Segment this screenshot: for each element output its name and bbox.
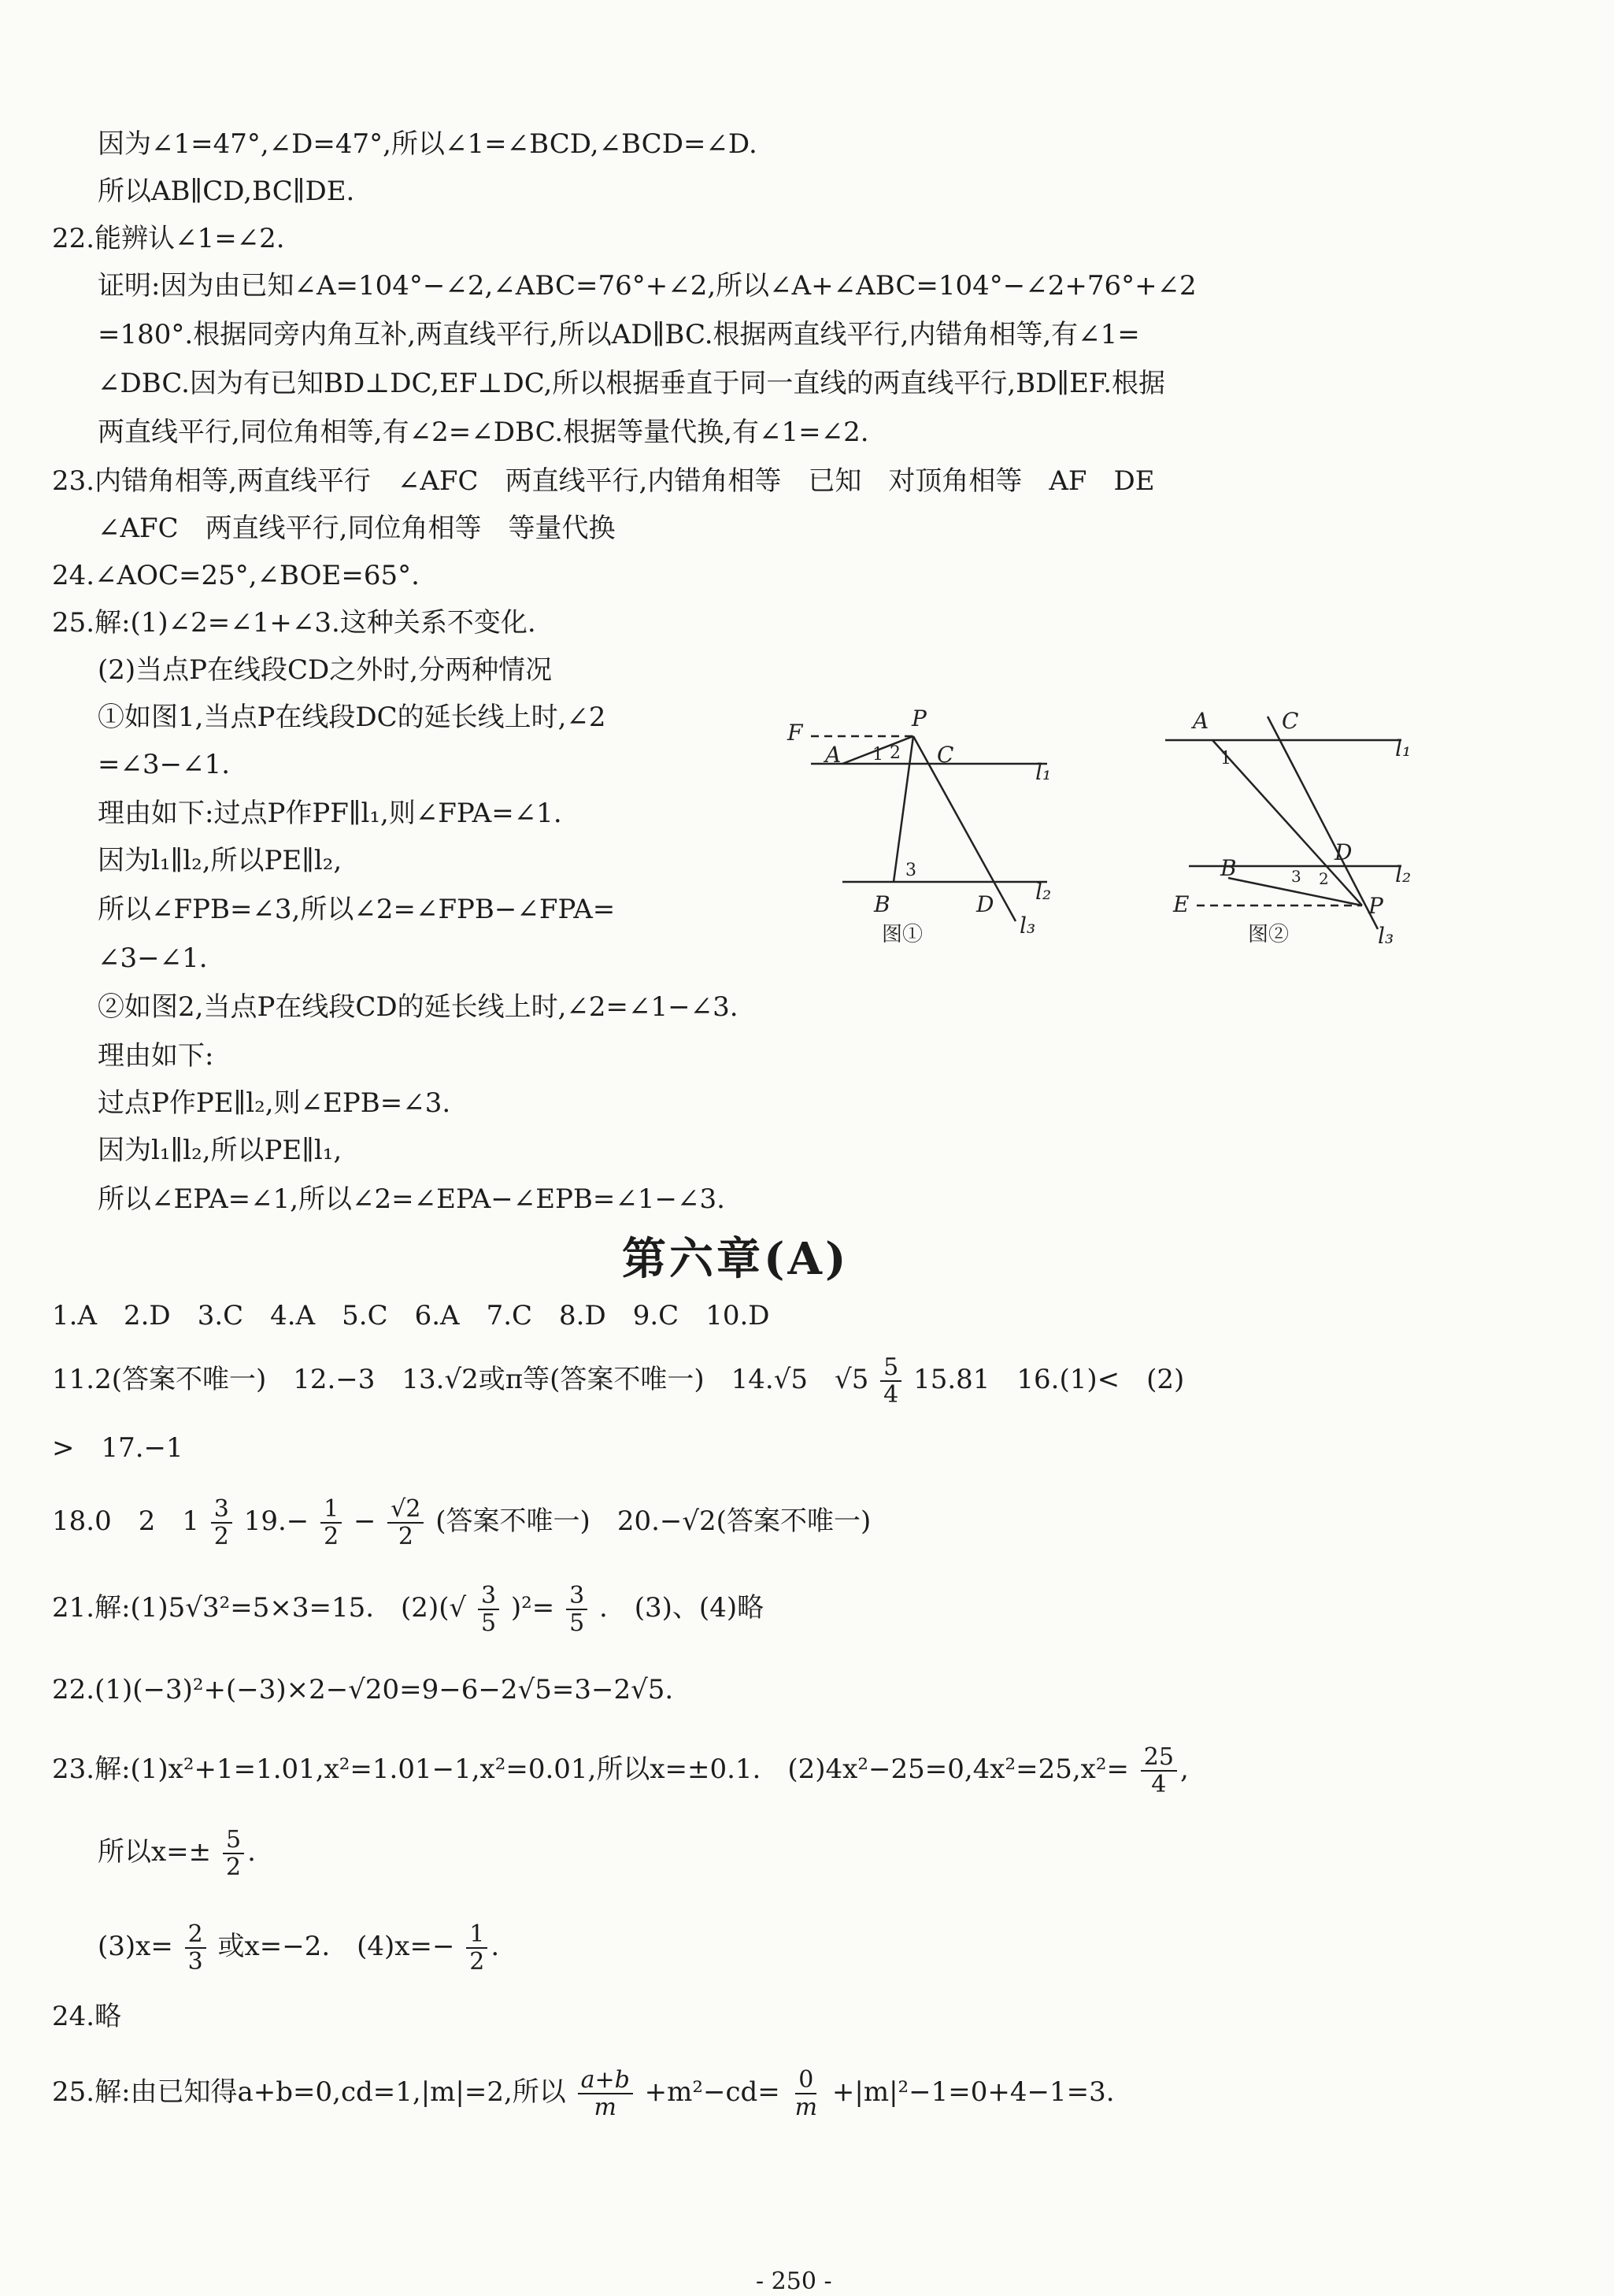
text-line: 23.内错角相等,两直线平行 ∠AFC 两直线平行,内错角相等 已知 对顶角相等 AF DE bbox=[52, 465, 1155, 497]
fraction bbox=[792, 2067, 820, 2120]
text-line: 25.解:(1)∠2=∠1+∠3.这种关系不变化. bbox=[52, 607, 536, 639]
answer-text: 15.81 16.(1)< (2) bbox=[913, 1364, 1185, 1395]
denominator: m bbox=[594, 2094, 616, 2121]
answer-text: 所以x=± bbox=[98, 1836, 212, 1868]
text-line: 因为l₁∥l₂,所以PE∥l₁, bbox=[98, 1135, 342, 1166]
figure-2-caption: 图② bbox=[1248, 923, 1290, 946]
denominator: 5 bbox=[480, 1609, 497, 1637]
numerator: 5 bbox=[223, 1827, 244, 1854]
fig2-label: l₂ bbox=[1395, 861, 1412, 887]
denominator: 5 bbox=[569, 1609, 585, 1637]
fig1-label: F bbox=[787, 720, 803, 746]
fraction bbox=[466, 1921, 487, 1975]
numerator: 3 bbox=[478, 1583, 499, 1610]
text-line: ①如图1,当点P在线段DC的延长线上时,∠2 bbox=[98, 702, 606, 733]
fig2-label: l₁ bbox=[1395, 735, 1412, 761]
figure-2 bbox=[1142, 693, 1441, 960]
fig2-label: l₃ bbox=[1378, 923, 1394, 949]
denominator: 2 bbox=[398, 1523, 413, 1550]
text-line: =180°.根据同旁内角互补,两直线平行,所以AD∥BC.根据两直线平行,内错角相等,有∠1= bbox=[98, 319, 1140, 350]
fig1-label: 3 bbox=[905, 861, 916, 880]
fig1-label: P bbox=[912, 705, 927, 731]
text-line: 过点P作PE∥l₂,则∠EPB=∠3. bbox=[98, 1087, 451, 1119]
fig2-label: 1 bbox=[1220, 749, 1231, 768]
text-line: 所以∠FPB=∠3,所以∠2=∠FPB−∠FPA= bbox=[98, 894, 616, 925]
answer-line bbox=[52, 1583, 764, 1636]
fig2-label: A bbox=[1193, 708, 1209, 734]
answer-text: 25.解:由已知得a+b=0,cd=1,|m|=2,所以 bbox=[52, 2076, 566, 2108]
numerator: 0 bbox=[795, 2067, 816, 2094]
answer-text: 或x=−2. (4)x=− bbox=[217, 1931, 455, 1962]
chapter-title: 第六章(A) bbox=[622, 1233, 850, 1285]
answer-line: 23.解:(1)x²+1=1.01,x²=1.01−1,x²=0.01,所以x=±0.1. (2)4x²−25=0,4x²=25,x²= $\frac{25}{4}$ , bbox=[52, 1743, 1189, 1798]
fraction bbox=[1141, 1744, 1177, 1798]
answer-line bbox=[52, 1496, 871, 1550]
figure-1-caption: 图① bbox=[882, 923, 924, 946]
fraction bbox=[478, 1583, 499, 1636]
fig2-label: D bbox=[1335, 839, 1353, 865]
fig2-label: C bbox=[1282, 708, 1299, 734]
text-line: =∠3−∠1. bbox=[98, 749, 231, 780]
denominator: 4 bbox=[1151, 1771, 1167, 1798]
text-line: ∠3−∠1. bbox=[98, 942, 208, 974]
answer-line: > 17.−1 bbox=[52, 1432, 183, 1464]
answer-text: − bbox=[353, 1505, 376, 1537]
fig1-label: D bbox=[976, 891, 994, 917]
text-line: 所以AB∥CD,BC∥DE. bbox=[98, 176, 355, 207]
numerator: 5 bbox=[880, 1354, 901, 1382]
text-line: 证明:因为由已知∠A=104°−∠2,∠ABC=76°+∠2,所以∠A+∠ABC=104°−∠2+76°+∠2 bbox=[98, 270, 1197, 302]
text-line: ∠DBC.因为有已知BD⊥DC,EF⊥DC,所以根据垂直于同一直线的两直线平行,BD∥EF.根据 bbox=[98, 368, 1165, 399]
numerator: 2 bbox=[185, 1921, 206, 1949]
fig1-label: C bbox=[937, 742, 954, 768]
answer-text: 21.解:(1)5√3²=5×3=15. (2)(√ bbox=[52, 1592, 467, 1624]
text-line: 理由如下:过点P作PF∥l₁,则∠FPA=∠1. bbox=[98, 798, 562, 829]
fig2-label: P bbox=[1368, 893, 1383, 919]
numerator: 25 bbox=[1141, 1744, 1177, 1772]
denominator: 2 bbox=[213, 1523, 229, 1550]
denominator: 2 bbox=[469, 1948, 485, 1976]
text-line: ∠AFC 两直线平行,同位角相等 等量代换 bbox=[98, 513, 616, 544]
answer-text: 19.− bbox=[243, 1505, 309, 1537]
fraction bbox=[320, 1496, 342, 1550]
fraction bbox=[566, 1583, 587, 1636]
fig1-label: 2 bbox=[890, 743, 901, 763]
numerator: 1 bbox=[320, 1496, 342, 1524]
answer-text: )²= bbox=[510, 1592, 555, 1624]
numerator: 3 bbox=[211, 1496, 232, 1524]
answer-line bbox=[52, 2067, 1115, 2120]
fraction bbox=[185, 1921, 206, 1975]
fraction bbox=[880, 1354, 901, 1408]
answer-text: +m²−cd= bbox=[644, 2076, 780, 2108]
page-number: - 250 - bbox=[756, 2268, 832, 2295]
numerator: a+b bbox=[578, 2067, 633, 2094]
text-line: ②如图2,当点P在线段CD的延长线上时,∠2=∠1−∠3. bbox=[98, 991, 739, 1023]
figure-1 bbox=[779, 693, 1079, 960]
answer-line: 所以x=± $\frac{5}{2}$ . bbox=[98, 1826, 256, 1881]
answer-text: . (3)、(4)略 bbox=[598, 1592, 764, 1624]
fig1-label: l₁ bbox=[1035, 759, 1052, 785]
denominator: 2 bbox=[225, 1853, 242, 1881]
figure-2-diagram bbox=[1142, 693, 1441, 953]
numerator: √2 bbox=[387, 1496, 424, 1524]
fig2-label: 3 bbox=[1291, 867, 1301, 886]
denominator: 2 bbox=[324, 1523, 339, 1550]
answer-line: (3)x= $\frac{2}{3}$ 或x=−2. (4)x=− $\frac{1}{2}$ . bbox=[98, 1920, 500, 1976]
fig1-label: A bbox=[825, 742, 842, 768]
fig1-label: l₃ bbox=[1020, 913, 1036, 939]
fraction bbox=[211, 1496, 232, 1550]
text-line: 22.能辨认∠1=∠2. bbox=[52, 223, 285, 254]
text-line: 两直线平行,同位角相等,有∠2=∠DBC.根据等量代换,有∠1=∠2. bbox=[98, 417, 869, 448]
answer-line bbox=[52, 1354, 1184, 1408]
numerator: 3 bbox=[566, 1583, 587, 1610]
fig1-label: l₂ bbox=[1035, 879, 1052, 905]
answer-line: 24.略 bbox=[52, 2001, 122, 2032]
text-line: 所以∠EPA=∠1,所以∠2=∠EPA−∠EPB=∠1−∠3. bbox=[98, 1183, 725, 1215]
figure-1-diagram bbox=[779, 693, 1079, 953]
fig2-label: 2 bbox=[1319, 869, 1329, 888]
answer-text: (答案不唯一) 20.−√2(答案不唯一) bbox=[435, 1505, 872, 1537]
fraction bbox=[387, 1496, 424, 1550]
denominator: 3 bbox=[187, 1948, 203, 1976]
fig2-label: E bbox=[1173, 891, 1190, 917]
fig1-label: 1 bbox=[872, 745, 883, 765]
text-line: 24.∠AOC=25°,∠BOE=65°. bbox=[52, 560, 420, 591]
fig2-label: B bbox=[1220, 855, 1237, 881]
answer-text: 23.解:(1)x²+1=1.01,x²=1.01−1,x²=0.01,所以x=±0.1. (2)4x²−25=0,4x²=25,x²= bbox=[52, 1753, 1129, 1785]
fraction bbox=[578, 2067, 633, 2120]
numerator: 1 bbox=[466, 1921, 487, 1949]
fig1-label: B bbox=[874, 891, 890, 917]
answer-text: 18.0 2 1 bbox=[52, 1505, 199, 1537]
answer-text: 11.2(答案不唯一) 12.−3 13.√2或π等(答案不唯一) 14.√5 √5 bbox=[52, 1364, 869, 1395]
answer-line: 22.(1)(−3)²+(−3)×2−√20=9−6−2√5=3−2√5. bbox=[52, 1674, 674, 1705]
answer-line: 1.A 2.D 3.C 4.A 5.C 6.A 7.C 8.D 9.C 10.D bbox=[52, 1300, 770, 1331]
answer-text: (3)x= bbox=[98, 1931, 173, 1962]
fraction bbox=[223, 1827, 244, 1880]
text-line: 因为∠1=47°,∠D=47°,所以∠1=∠BCD,∠BCD=∠D. bbox=[98, 128, 757, 160]
text-line: (2)当点P在线段CD之外时,分两种情况 bbox=[98, 654, 553, 686]
text-line: 因为l₁∥l₂,所以PE∥l₂, bbox=[98, 845, 342, 876]
denominator: m bbox=[794, 2094, 818, 2121]
text-line: 理由如下: bbox=[98, 1040, 214, 1072]
answer-text: +|m|²−1=0+4−1=3. bbox=[831, 2076, 1115, 2108]
denominator: 4 bbox=[883, 1381, 899, 1409]
